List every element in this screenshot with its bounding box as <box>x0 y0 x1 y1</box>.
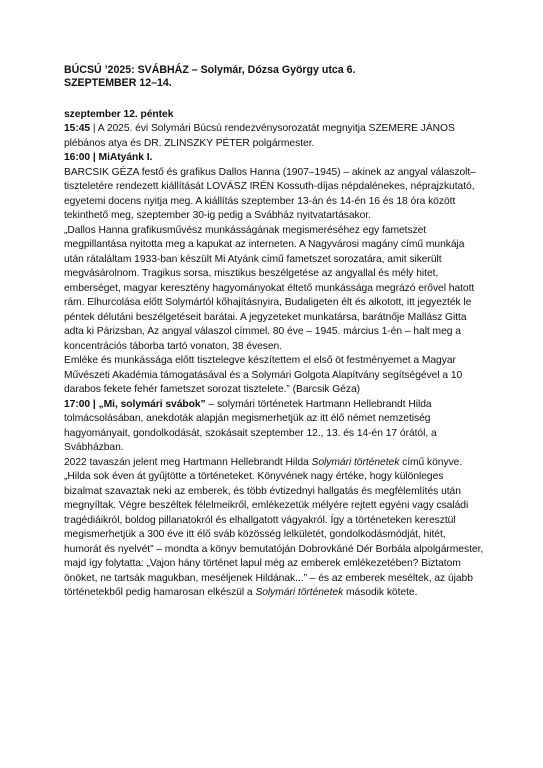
document-page <box>64 64 484 601</box>
text-run: második kötete. <box>343 587 418 599</box>
book-paragraph <box>64 456 484 601</box>
text-run: 2022 tavaszán jelent meg Hartmann Hellebrandt Hilda <box>64 456 312 468</box>
event-heading <box>64 151 484 166</box>
event-description: | A 2025. évi Solymári Búcsú rendezvénysorozatát megnyitja SZEMERE JÁNOS plébános atya és DR. ZLINSZKY PÉTER polgármester. <box>64 123 455 149</box>
event-opening <box>64 122 484 151</box>
text-run: című könyve. „Hilda sok éven át gyűjtötte a történeteket. Könyvének nagy értéke, hogy különleges bizalmat szavaztak neki az emberek, és több évtizednyi hallgatás és megfélemlítés után megnyíltak. Végre beszéltek félelmeikről, emlékezetük mélyére rejtett egyéni vagy családi tragédiáikról, boldog pillanatokról és elhallgatott vágyakról. Így a történeteken keresztül megismerhetjük a 300 éve itt élő sváb közösség lelkületét, gondolkodásmódját, hitét, humorát és nyelvét” – mondta a könyv bemutatóján Dobrovkáné Dér Borbála alpolgármester, majd így folytatta: „Vajon hány történet lapul még az emberek emlékezetében? Biztatom önöket, ne tartsák magukban, meséljenek Hildának...” – és az emberek meséltek, az újabb történetekből pedig hamarosan elkészül a <box>64 456 484 599</box>
event-title: | „Mi, solymári svábok” <box>90 398 206 410</box>
event-title: | MiAtyánk I. <box>90 152 153 164</box>
spacer <box>64 91 484 108</box>
artist-quote-paragraph: „Dallos Hanna grafikusművész munkásságának megismeréséhez egy fametszet megpillantása nyitotta meg a kapukat az interneten. A Nagyvárosi magány című munkája után rátaláltam 1933-ban készült Mi Atyánk című fametszet sorozatára, amit sikerült megvásárolnom. Tragikus sorsa, misztikus beszélgetése az angyallal és mély hitet, emberséget, magyar keresztény hagyományokat éltető munkássága megrázó erővel hatott rám. Elhurcolása előtt Solymártól kőhajításnyira, Budaligeten élt és alkotott, itt jegyezték le péntek délutáni beszélgetéseit barátai. A jegyzeteket munkatársa, barátnője Mallász Gitta adta ki Párizsban, Az angyal válaszol címmel. 80 éve – 1945. március 1-én – halt meg a koncentrációs táborba tartó vonaton, 38 évesen. <box>64 224 475 352</box>
artist-quote-closing: Emléke és munkássága előtt tisztelegve készítettem el első öt festményemet a Magyar Művészeti Akadémia támogatásával és a Solymári Golgota Alapítvány segítségével a 10 darabos fekete fehér fametszet sorozat tisztelete.” (Barcsik Géza) <box>64 355 463 396</box>
date-range: SZEPTEMBER 12–14. <box>64 77 172 90</box>
exhibition-paragraph: BARCSIK GÉZA festő és grafikus Dallos Hanna (1907–1945) – akinek az angyal válaszolt– tiszteletére rendezett kiállítását LOVÁSZ IRÉN Kossuth-díjas népdalénekes, néprajzkutató, egyetemi docens nyitja meg. A kiállítás szeptember 13-án és 14-én 16 és 18 óra között tekinthető meg, szeptember 30-ig pedig a Svábház nyitvatartásakor. <box>64 166 476 222</box>
event-description: – solymári történetek Hartmann Hellebrandt Hilda tolmácsolásában, anekdoták alapján megismerhetjük az itt élő német nemzetiség hagyományait, gondolkodását, szokásait szeptember 12., 13. és 14-én 17 órától, a Svábházban. <box>64 398 437 454</box>
event-time: 17:00 <box>64 398 91 410</box>
event-time: 15:45 <box>64 123 91 135</box>
event-time: 16:00 <box>64 152 91 164</box>
book-title: Solymári történetek <box>311 456 400 468</box>
event-stories <box>64 398 484 456</box>
day-heading: szeptember 12. péntek <box>64 108 174 120</box>
book-title: Solymári történetek <box>255 587 344 599</box>
document-title: BÚCSÚ ’2025: SVÁBHÁZ – Solymár, Dózsa György utca 6. <box>64 64 356 76</box>
